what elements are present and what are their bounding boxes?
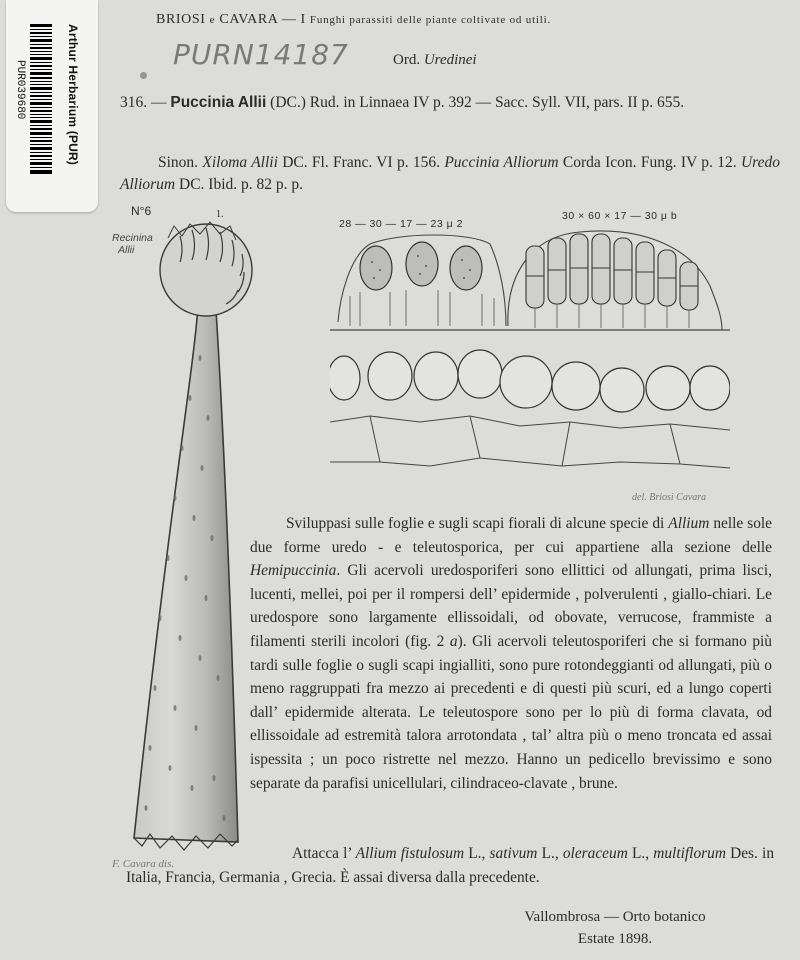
fig1-label: 1. <box>216 209 224 220</box>
specimen-note-line-2: Allii <box>118 244 135 256</box>
synonym-2-ref: Corda Icon. Fung. IV p. 12. <box>558 154 741 171</box>
barcode-number: PUR039680 <box>14 60 26 120</box>
scape-illustration <box>120 218 270 858</box>
host-text-4: L., <box>627 845 654 862</box>
species-entry <box>120 92 780 114</box>
synonym-1-ref: DC. Fl. Franc. VI p. 156. <box>277 154 445 171</box>
description-paragraph <box>250 512 772 795</box>
desc-section: Hemipuccinia <box>250 562 337 580</box>
artist-signature-2: del. Briosi Cavara <box>632 492 707 503</box>
host-paragraph <box>126 842 774 889</box>
host-species-1: Allium fistulosum <box>355 845 465 862</box>
specimen-note-line-1: Recinina <box>112 232 153 244</box>
order-name: Uredinei <box>423 52 477 68</box>
host-text-3: L., <box>537 845 563 862</box>
host-species-2: sativum <box>489 845 538 862</box>
desc-text-1: Sviluppasi sulle foglie e sugli scapi fiorali di alcune specie di <box>286 515 669 532</box>
species-title: Puccinia Allii <box>170 94 267 111</box>
artist-signature: F. Cavara dis. <box>112 858 175 870</box>
running-head-authors-2: CAVARA — I <box>215 12 310 27</box>
synonym-2: Puccinia Alliorum <box>444 154 559 171</box>
running-head-authors: BRIOSI <box>156 12 210 27</box>
desc-genus: Allium <box>668 515 710 532</box>
synonym-3-ref: DC. Ibid. p. 82 p. p. <box>175 176 303 193</box>
collection-date: Estate 1898. <box>577 931 653 947</box>
synonym-3: Uredo Alliorum <box>120 154 780 193</box>
entry-number: 316. — <box>120 94 171 111</box>
fig2-measure-b: 30 × 60 × 17 — 30 μ b <box>562 210 678 222</box>
plate-label: N°6 <box>131 204 152 218</box>
desc-text-2: nelle sole due forme uredo - e teleutosporica, per cui appartiene alla sezione delle <box>250 515 773 556</box>
herbarium-name: Arthur Herbarium (PUR) <box>66 24 80 166</box>
desc-text-4: ). Gli acervoli teleutosporiferi che si formano più tardi sulle foglie o sugli scapi ingialliti, sono pure rotondeggianti od allungati, più o meno raggruppati fra mezzo ai precedenti e di questi più scuri, ed a lungo coperti dall’ epidermide alterata. Le teleutospore sono per lo più di forma clavata, od ellissoidale ad estremità talora arrotondata , tal’ altra più o meno troncata ed assai ispessita ; un poco ristrette nel mezzo. Hanno un pedicello brevissimo e sono separate da parafisi unicellulari, cilindraceo-clavate , brune. <box>250 632 772 792</box>
fig2-measure-a: 28 — 30 — 17 — 23 μ 2 <box>339 218 463 230</box>
running-head-series: Funghi parassiti delle piante coltivate od utili. <box>309 14 552 26</box>
running-head <box>156 12 551 28</box>
synonyms <box>120 152 780 196</box>
ink-speck <box>140 72 147 79</box>
handwritten-accession: PURN14187 <box>173 38 349 71</box>
order-prefix: Ord. <box>393 52 424 68</box>
desc-fig-ref: a <box>449 632 458 650</box>
host-species-4: multiflorum <box>653 845 726 862</box>
order-line <box>393 52 477 69</box>
synonyms-prefix: Sinon. <box>158 154 203 171</box>
synonym-1: Xiloma Allii <box>202 154 278 171</box>
collection-note <box>486 906 744 950</box>
microscope-section <box>330 226 730 486</box>
host-text-5: Des. in Italia, Francia, Germania , Grecia. È assai diversa dalla precedente. <box>126 845 775 886</box>
host-species-3: oleraceum <box>562 845 628 862</box>
species-authority: (DC.) Rud. in Linnaea IV p. 392 — Sacc. Syll. VII, pars. II p. 655. <box>266 94 685 111</box>
desc-text-3: . Gli acervoli uredosporiferi sono ellittici od allungati, prima lisci, lucenti, mellei, poi per il rompersi dell’ epidermide , polverulenti , giallo-chiari. Le uredospore sono largamente ellissoidali, od obovate, verrucose, frammiste a filamenti sterili incolori (fig. 2 <box>250 562 772 650</box>
barcode <box>30 24 52 174</box>
host-text-2: L., <box>464 845 490 862</box>
host-text-1: Attacca l’ <box>292 845 356 862</box>
collection-place: Vallombrosa — Orto botanico <box>524 909 706 925</box>
running-head-and: e <box>209 14 216 26</box>
